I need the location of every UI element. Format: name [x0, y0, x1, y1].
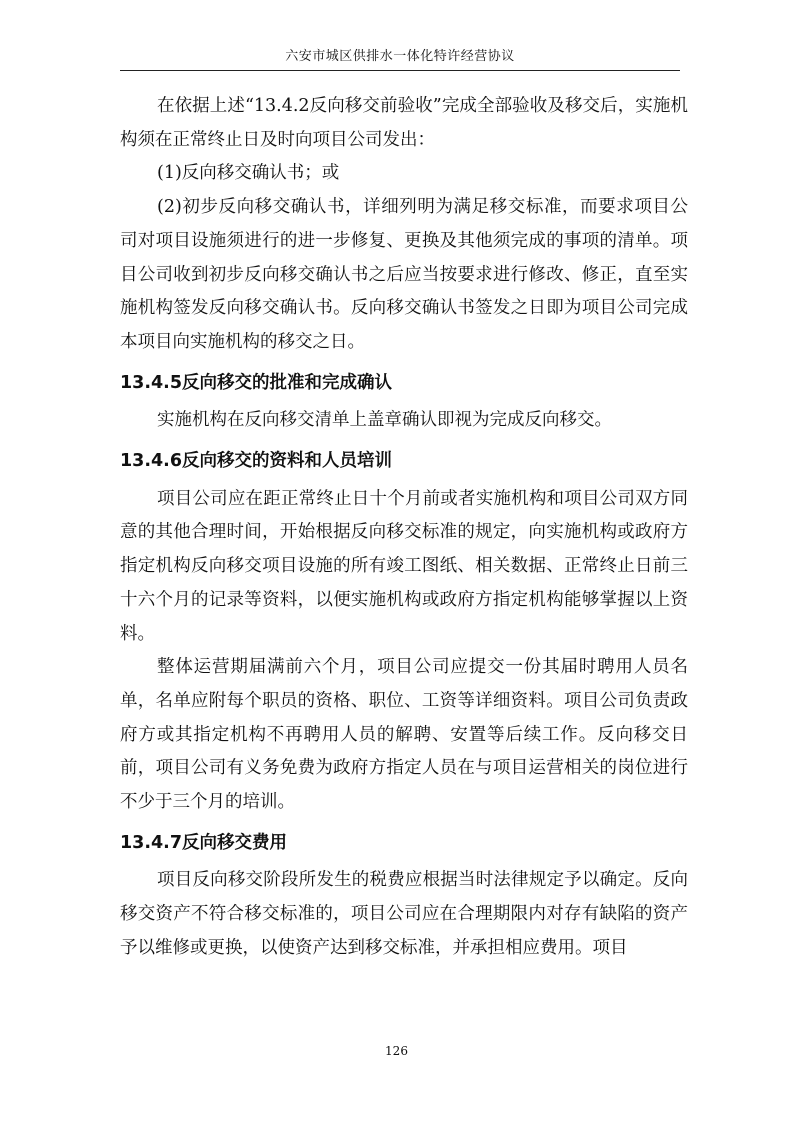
paragraph-intro: 在依据上述“13.4.2反向移交前验收”完成全部验收及移交后，实施机构须在正常终止日及时向项目公司发出：: [120, 96, 688, 150]
running-header: 六安市城区供排水一体化特许经营协议: [285, 49, 515, 64]
section-heading-13-4-5: 13.4.5反向移交的批准和完成确认: [120, 372, 393, 393]
document-body: [120, 90, 688, 966]
section-heading-13-4-6: 13.4.6反向移交的资料和人员培训: [120, 451, 393, 472]
list-item-2: (2)初步反向移交确认书，详细列明为满足移交标准，而要求项目公司对项目设施须进行的进一步修复、更换及其他须完成的事项的清单。项目公司收到初步反向移交确认书之后应当按要求进行修改、修正，直至实施机构签发反向移交确认书。反向移交确认书签发之日即为项目公司完成本项目向实施机构的移交之日。: [120, 197, 688, 352]
paragraph-approval: 实施机构在反向移交清单上盖章确认即视为完成反向移交。: [157, 410, 612, 431]
paragraph-costs: 项目反向移交阶段所发生的税费应根据当时法律规定予以确定。反向移交资产不符合移交标准的，项目公司应在合理期限内对存有缺陷的资产予以维修或更换，以使资产达到移交标准，并承担相应费用。项目: [120, 870, 688, 958]
section-heading-13-4-7: 13.4.7反向移交费用: [120, 832, 288, 853]
page-number: 126: [385, 1044, 408, 1058]
paragraph-staff-training: 整体运营期届满前六个月，项目公司应提交一份其届时聘用人员名单，名单应附每个职员的资格、职位、工资等详细资料。项目公司负责政府方或其指定机构不再聘用人员的解聘、安置等后续工作。反向移交日前，项目公司有义务免费为政府方指定人员在与项目运营相关的岗位进行不少于三个月的培训。: [120, 657, 688, 813]
paragraph-materials: 项目公司应在距正常终止日十个月前或者实施机构和项目公司双方同意的其他合理时间，开始根据反向移交标准的规定，向实施机构或政府方指定机构反向移交项目设施的所有竣工图纸、相关数据、正常终止日前三十六个月的记录等资料，以便实施机构或政府方指定机构能够掌握以上资料。: [120, 488, 688, 644]
list-item-1: (1)反向移交确认书；或: [157, 163, 340, 184]
header-rule: [120, 70, 680, 71]
